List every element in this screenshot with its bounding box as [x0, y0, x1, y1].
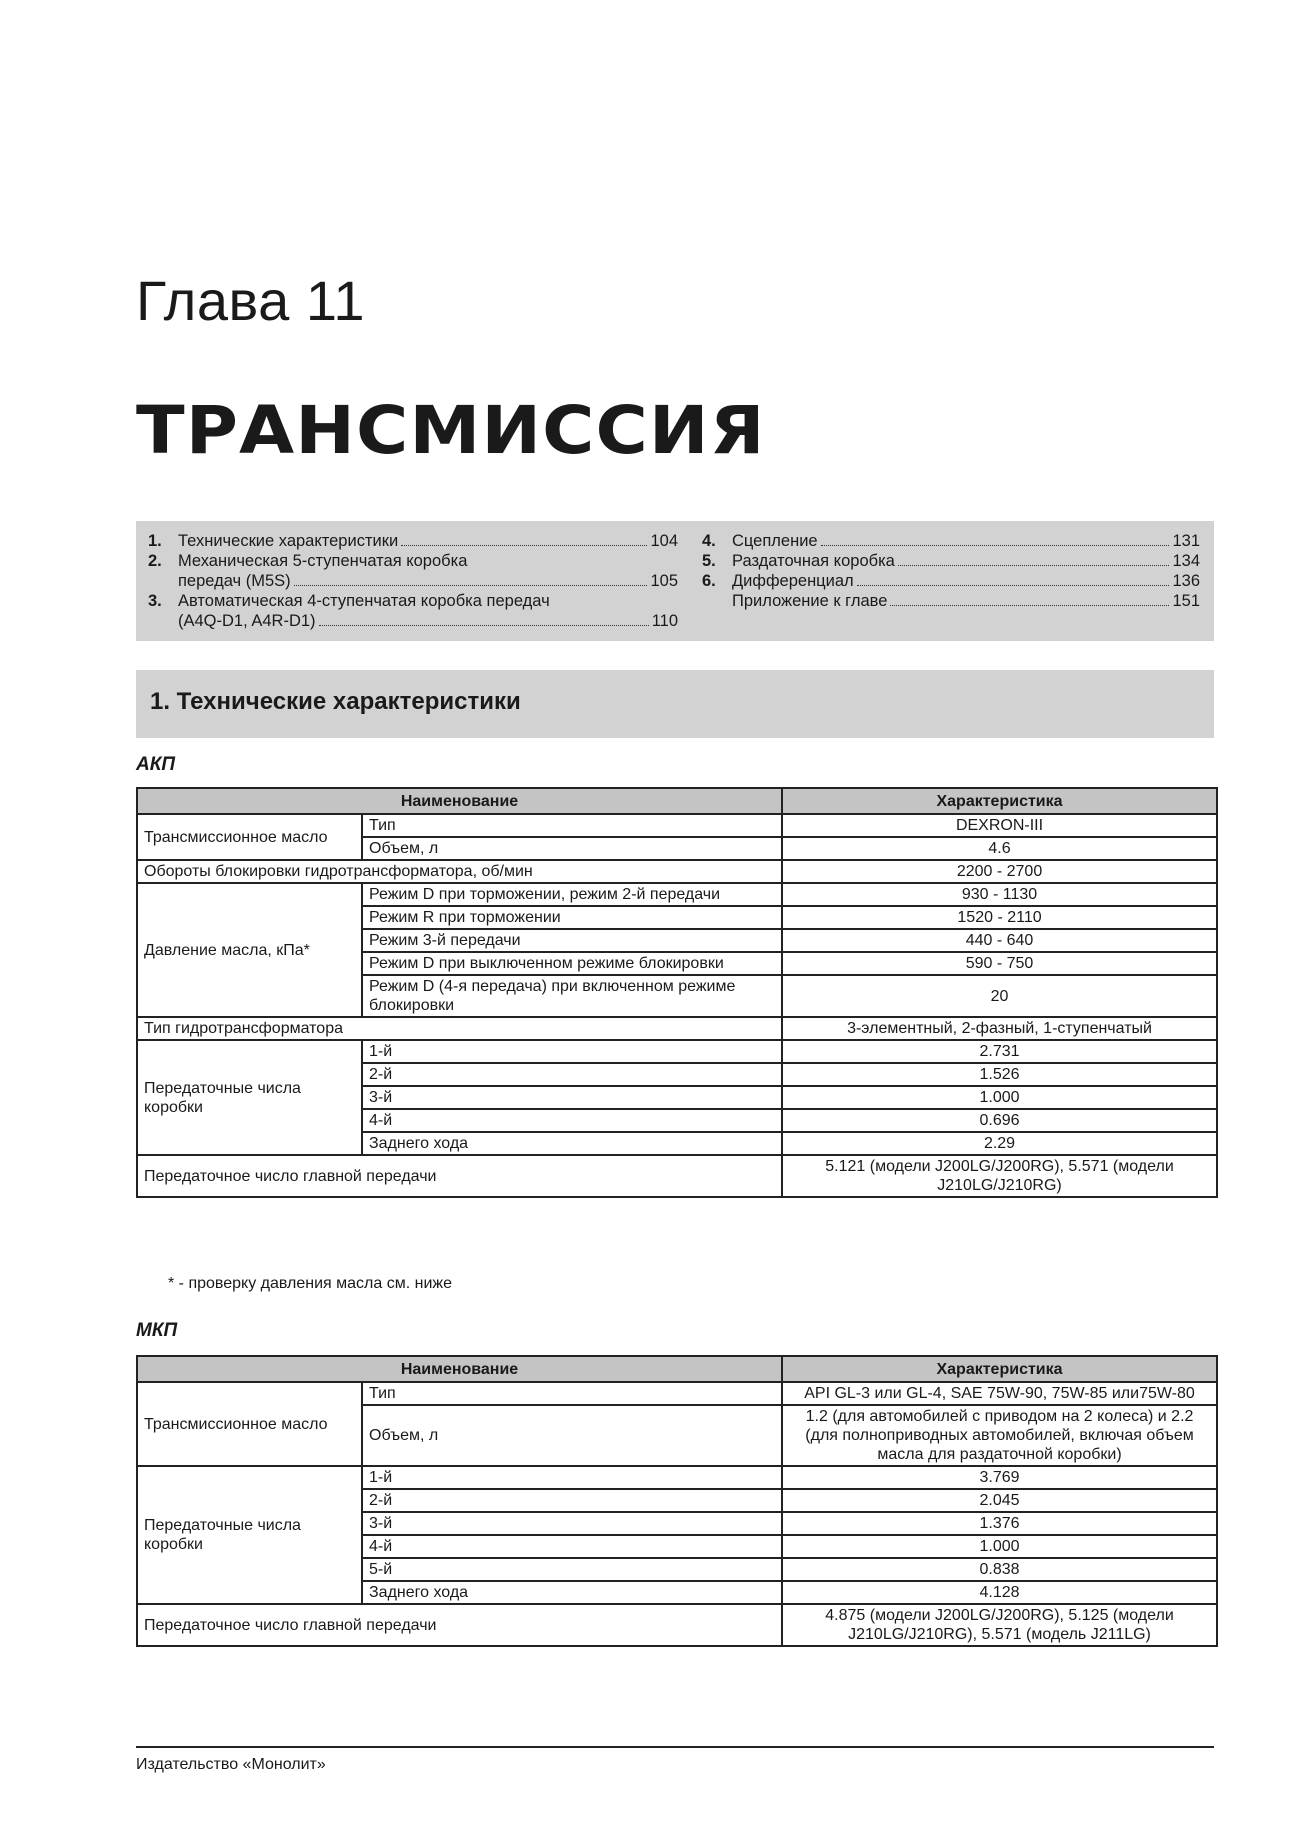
gears-label: Передаточные числа коробки — [137, 1040, 362, 1155]
oil-volume-label: Объем, л — [362, 1405, 782, 1466]
toc-entry — [148, 531, 678, 551]
gear-name: 4-й — [362, 1535, 782, 1558]
toc-entry-number: 4. — [702, 532, 716, 550]
toc-dot-leader — [821, 545, 1170, 546]
pressure-mode: Режим 3-й передачи — [362, 929, 782, 952]
oil-type-value: API GL-3 или GL-4, SAE 75W-90, 75W-85 или75W-80 — [782, 1382, 1217, 1405]
gear-name: 4-й — [362, 1109, 782, 1132]
toc-line — [178, 611, 678, 631]
table-row — [137, 814, 1217, 837]
toc-left-column — [148, 531, 678, 631]
gears-label: Передаточные числа коробки — [137, 1466, 362, 1604]
toc-line — [732, 591, 1200, 611]
toc-entry-title: (A4Q-D1, A4R-D1) — [178, 612, 316, 630]
gear-name: 2-й — [362, 1489, 782, 1512]
toc-entry — [702, 551, 1200, 571]
toc-right-column — [702, 531, 1200, 611]
gear-ratio: 3.769 — [782, 1466, 1217, 1489]
toc-page-number: 104 — [650, 532, 678, 550]
toc-dot-leader — [401, 545, 647, 546]
oil-label: Трансмиссионное масло — [137, 814, 362, 860]
toc-entry-title: Автоматическая 4-ступенчатая коробка передач — [178, 592, 550, 610]
toc-entry-number: 3. — [148, 592, 162, 610]
toc-line — [178, 551, 678, 571]
pressure-value: 20 — [782, 975, 1217, 1017]
toc-entry-number — [702, 591, 732, 611]
gear-ratio: 1.526 — [782, 1063, 1217, 1086]
toc-entry — [148, 591, 678, 631]
toc-line — [178, 591, 678, 611]
table-row — [137, 860, 1217, 883]
toc-page-number: 105 — [650, 572, 678, 590]
toc-entry-title: передач (M5S) — [178, 572, 291, 590]
pressure-mode: Режим D (4-я передача) при включенном режиме блокировки — [362, 975, 782, 1017]
header-name: Наименование — [137, 788, 782, 814]
pressure-value: 1520 - 2110 — [782, 906, 1217, 929]
toc-line — [178, 571, 678, 591]
gear-name: Заднего хода — [362, 1132, 782, 1155]
toc-entry-title: Технические характеристики — [178, 532, 399, 550]
table-row — [137, 883, 1217, 906]
gear-name: 2-й — [362, 1063, 782, 1086]
toc-line — [732, 551, 1200, 571]
toc-page-number: 134 — [1172, 552, 1200, 570]
gear-ratio: 2.045 — [782, 1489, 1217, 1512]
oil-type-value: DEXRON-III — [782, 814, 1217, 837]
gear-ratio: 1.000 — [782, 1086, 1217, 1109]
final-drive-value: 4.875 (модели J200LG/J200RG), 5.125 (модели J210LG/J210RG), 5.571 (модель J211LG) — [782, 1604, 1217, 1646]
lockup-label: Обороты блокировки гидротрансформатора, об/мин — [137, 860, 782, 883]
section-header — [136, 670, 1214, 738]
pressure-value: 440 - 640 — [782, 929, 1217, 952]
toc-entry-title: Раздаточная коробка — [732, 552, 895, 570]
toc-entry-title: Сцепление — [732, 532, 818, 550]
toc-page-number: 131 — [1172, 532, 1200, 550]
toc-page-number: 136 — [1172, 572, 1200, 590]
toc-line — [732, 571, 1200, 591]
pressure-value: 930 - 1130 — [782, 883, 1217, 906]
toc-entry-number: 6. — [702, 572, 716, 590]
akp-spec-table — [136, 787, 1218, 1198]
table-row — [137, 1017, 1217, 1040]
toc-page-number: 151 — [1172, 592, 1200, 610]
toc-line — [732, 531, 1200, 551]
pressure-value: 590 - 750 — [782, 952, 1217, 975]
table-of-contents — [136, 521, 1214, 641]
toc-dot-leader — [898, 565, 1170, 566]
oil-volume-label: Объем, л — [362, 837, 782, 860]
oil-type-label: Тип — [362, 814, 782, 837]
publisher-footer: Издательство «Монолит» — [136, 1756, 326, 1773]
oil-volume-value: 1.2 (для автомобилей с приводом на 2 колеса) и 2.2 (для полноприводных автомобилей, включая объем масла для раздаточной коробки) — [782, 1405, 1217, 1466]
gear-name: 1-й — [362, 1466, 782, 1489]
table-row — [137, 1604, 1217, 1646]
toc-entry-title: Механическая 5-ступенчатая коробка — [178, 552, 468, 570]
toc-entry-title: Дифференциал — [732, 572, 854, 590]
table-row — [137, 1040, 1217, 1063]
gear-name: 5-й — [362, 1558, 782, 1581]
toc-entry-number: 5. — [702, 552, 716, 570]
gear-ratio: 1.000 — [782, 1535, 1217, 1558]
converter-label: Тип гидротрансформатора — [137, 1017, 782, 1040]
gear-name: Заднего хода — [362, 1581, 782, 1604]
header-value: Характеристика — [782, 788, 1217, 814]
final-drive-label: Передаточное число главной передачи — [137, 1155, 782, 1197]
toc-dot-leader — [319, 625, 649, 626]
toc-entry — [702, 591, 1200, 611]
toc-entry — [702, 531, 1200, 551]
footer-divider — [136, 1746, 1214, 1748]
gear-ratio: 4.128 — [782, 1581, 1217, 1604]
chapter-title: ТРАНСМИССИЯ — [136, 392, 766, 469]
gear-ratio: 1.376 — [782, 1512, 1217, 1535]
header-value: Характеристика — [782, 1356, 1217, 1382]
toc-line — [178, 531, 678, 551]
toc-entry-number: 2. — [148, 552, 162, 570]
pressure-mode: Режим D при торможении, режим 2-й передачи — [362, 883, 782, 906]
toc-entry — [148, 551, 678, 591]
oil-label: Трансмиссионное масло — [137, 1382, 362, 1466]
pressure-mode: Режим R при торможении — [362, 906, 782, 929]
table-row — [137, 1466, 1217, 1489]
gear-name: 3-й — [362, 1086, 782, 1109]
akp-label: АКП — [136, 754, 176, 775]
table-header-row — [137, 788, 1217, 814]
toc-dot-leader — [890, 605, 1169, 606]
header-name: Наименование — [137, 1356, 782, 1382]
gear-ratio: 0.696 — [782, 1109, 1217, 1132]
chapter-label: Глава 11 — [136, 269, 365, 332]
toc-entry-title: Приложение к главе — [732, 592, 888, 610]
oil-type-label: Тип — [362, 1382, 782, 1405]
mkp-spec-table — [136, 1355, 1218, 1647]
pressure-mode: Режим D при выключенном режиме блокировки — [362, 952, 782, 975]
toc-entry-number: 1. — [148, 532, 162, 550]
section-title: 1. Технические характеристики — [150, 688, 521, 715]
final-drive-value: 5.121 (модели J200LG/J200RG), 5.571 (модели J210LG/J210RG) — [782, 1155, 1217, 1197]
gear-ratio: 2.731 — [782, 1040, 1217, 1063]
toc-page-number: 110 — [651, 612, 678, 630]
table-row — [137, 1155, 1217, 1197]
table-row — [137, 1382, 1217, 1405]
gear-name: 1-й — [362, 1040, 782, 1063]
toc-dot-leader — [294, 585, 648, 586]
footnote: * - проверку давления масла см. ниже — [168, 1275, 452, 1292]
gear-name: 3-й — [362, 1512, 782, 1535]
gear-ratio: 2.29 — [782, 1132, 1217, 1155]
converter-value: 3-элементный, 2-фазный, 1-ступенчатый — [782, 1017, 1217, 1040]
table-header-row — [137, 1356, 1217, 1382]
final-drive-label: Передаточное число главной передачи — [137, 1604, 782, 1646]
gear-ratio: 0.838 — [782, 1558, 1217, 1581]
oil-volume-value: 4.6 — [782, 837, 1217, 860]
toc-dot-leader — [857, 585, 1170, 586]
toc-entry — [702, 571, 1200, 591]
lockup-value: 2200 - 2700 — [782, 860, 1217, 883]
mkp-label: МКП — [136, 1320, 178, 1341]
pressure-label: Давление масла, кПа* — [137, 883, 362, 1017]
